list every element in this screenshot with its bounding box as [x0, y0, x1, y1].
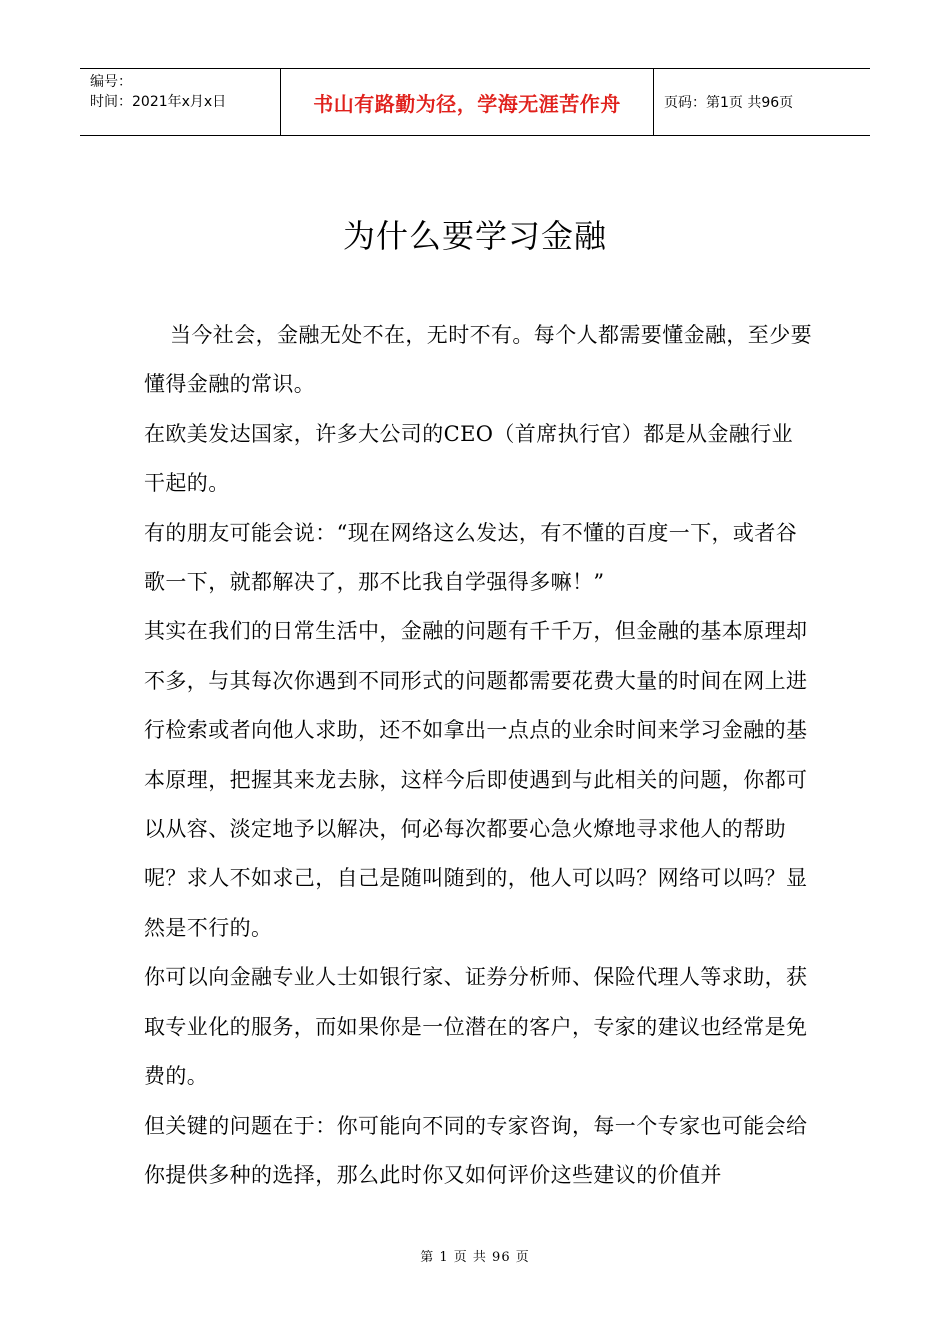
paragraph: 但关键的问题在于：你可能向不同的专家咨询，每一个专家也可能会给你提供多种的选择，那么此时你又如何评价这些建议的价值并: [144, 1113, 808, 1187]
paragraph: 有的朋友可能会说：“现在网络这么发达，有不懂的百度一下，或者谷歌一下，就都解决了，那不比我自学强得多嘛！”: [144, 520, 798, 595]
paragraph: 在欧美发达国家，许多大公司的CEO（首席执行官）都是从金融行业干起的。: [144, 421, 794, 496]
document-title: 为什么要学习金融: [342, 217, 607, 255]
header-table: [80, 68, 870, 136]
page-footer: 第 1 页 共 96 页: [420, 1250, 530, 1265]
header-motto-cell: [281, 69, 654, 135]
header-page-info: 页码：第1页 共96页: [664, 95, 794, 111]
header-meta-cell: [80, 69, 281, 135]
header-page-cell: [654, 69, 870, 135]
header-motto: 书山有路勤为径，学海无涯苦作舟: [313, 91, 621, 116]
document-time-label: 时间：2021年x月x日: [90, 94, 227, 110]
paragraph: 其实在我们的日常生活中，金融的问题有千千万，但金融的基本原理却不多，与其每次你遇到不同形式的问题都需要花费大量的时间在网上进行检索或者向他人求助，还不如拿出一点点的业余时间来学习金融的基本原理，把握其来龙去脉，这样今后即使遇到与此相关的问题，你都可以从容、淡定地予以解决，何必每次都要心急火燎地寻求他人的帮助呢？求人不如求己，自己是随叫随到的，他人可以吗？网络可以吗？显然是不行的。: [144, 619, 808, 940]
document-body: [144, 311, 814, 1200]
paragraph: 当今社会，金融无处不在，无时不有。每个人都需要懂金融，至少要懂得金融的常识。: [144, 323, 812, 397]
paragraph: 你可以向金融专业人士如银行家、证券分析师、保险代理人等求助，获取专业化的服务，而如果你是一位潜在的客户，专家的建议也经常是免费的。: [144, 965, 808, 1089]
document-number-label: 编号：: [90, 74, 132, 90]
